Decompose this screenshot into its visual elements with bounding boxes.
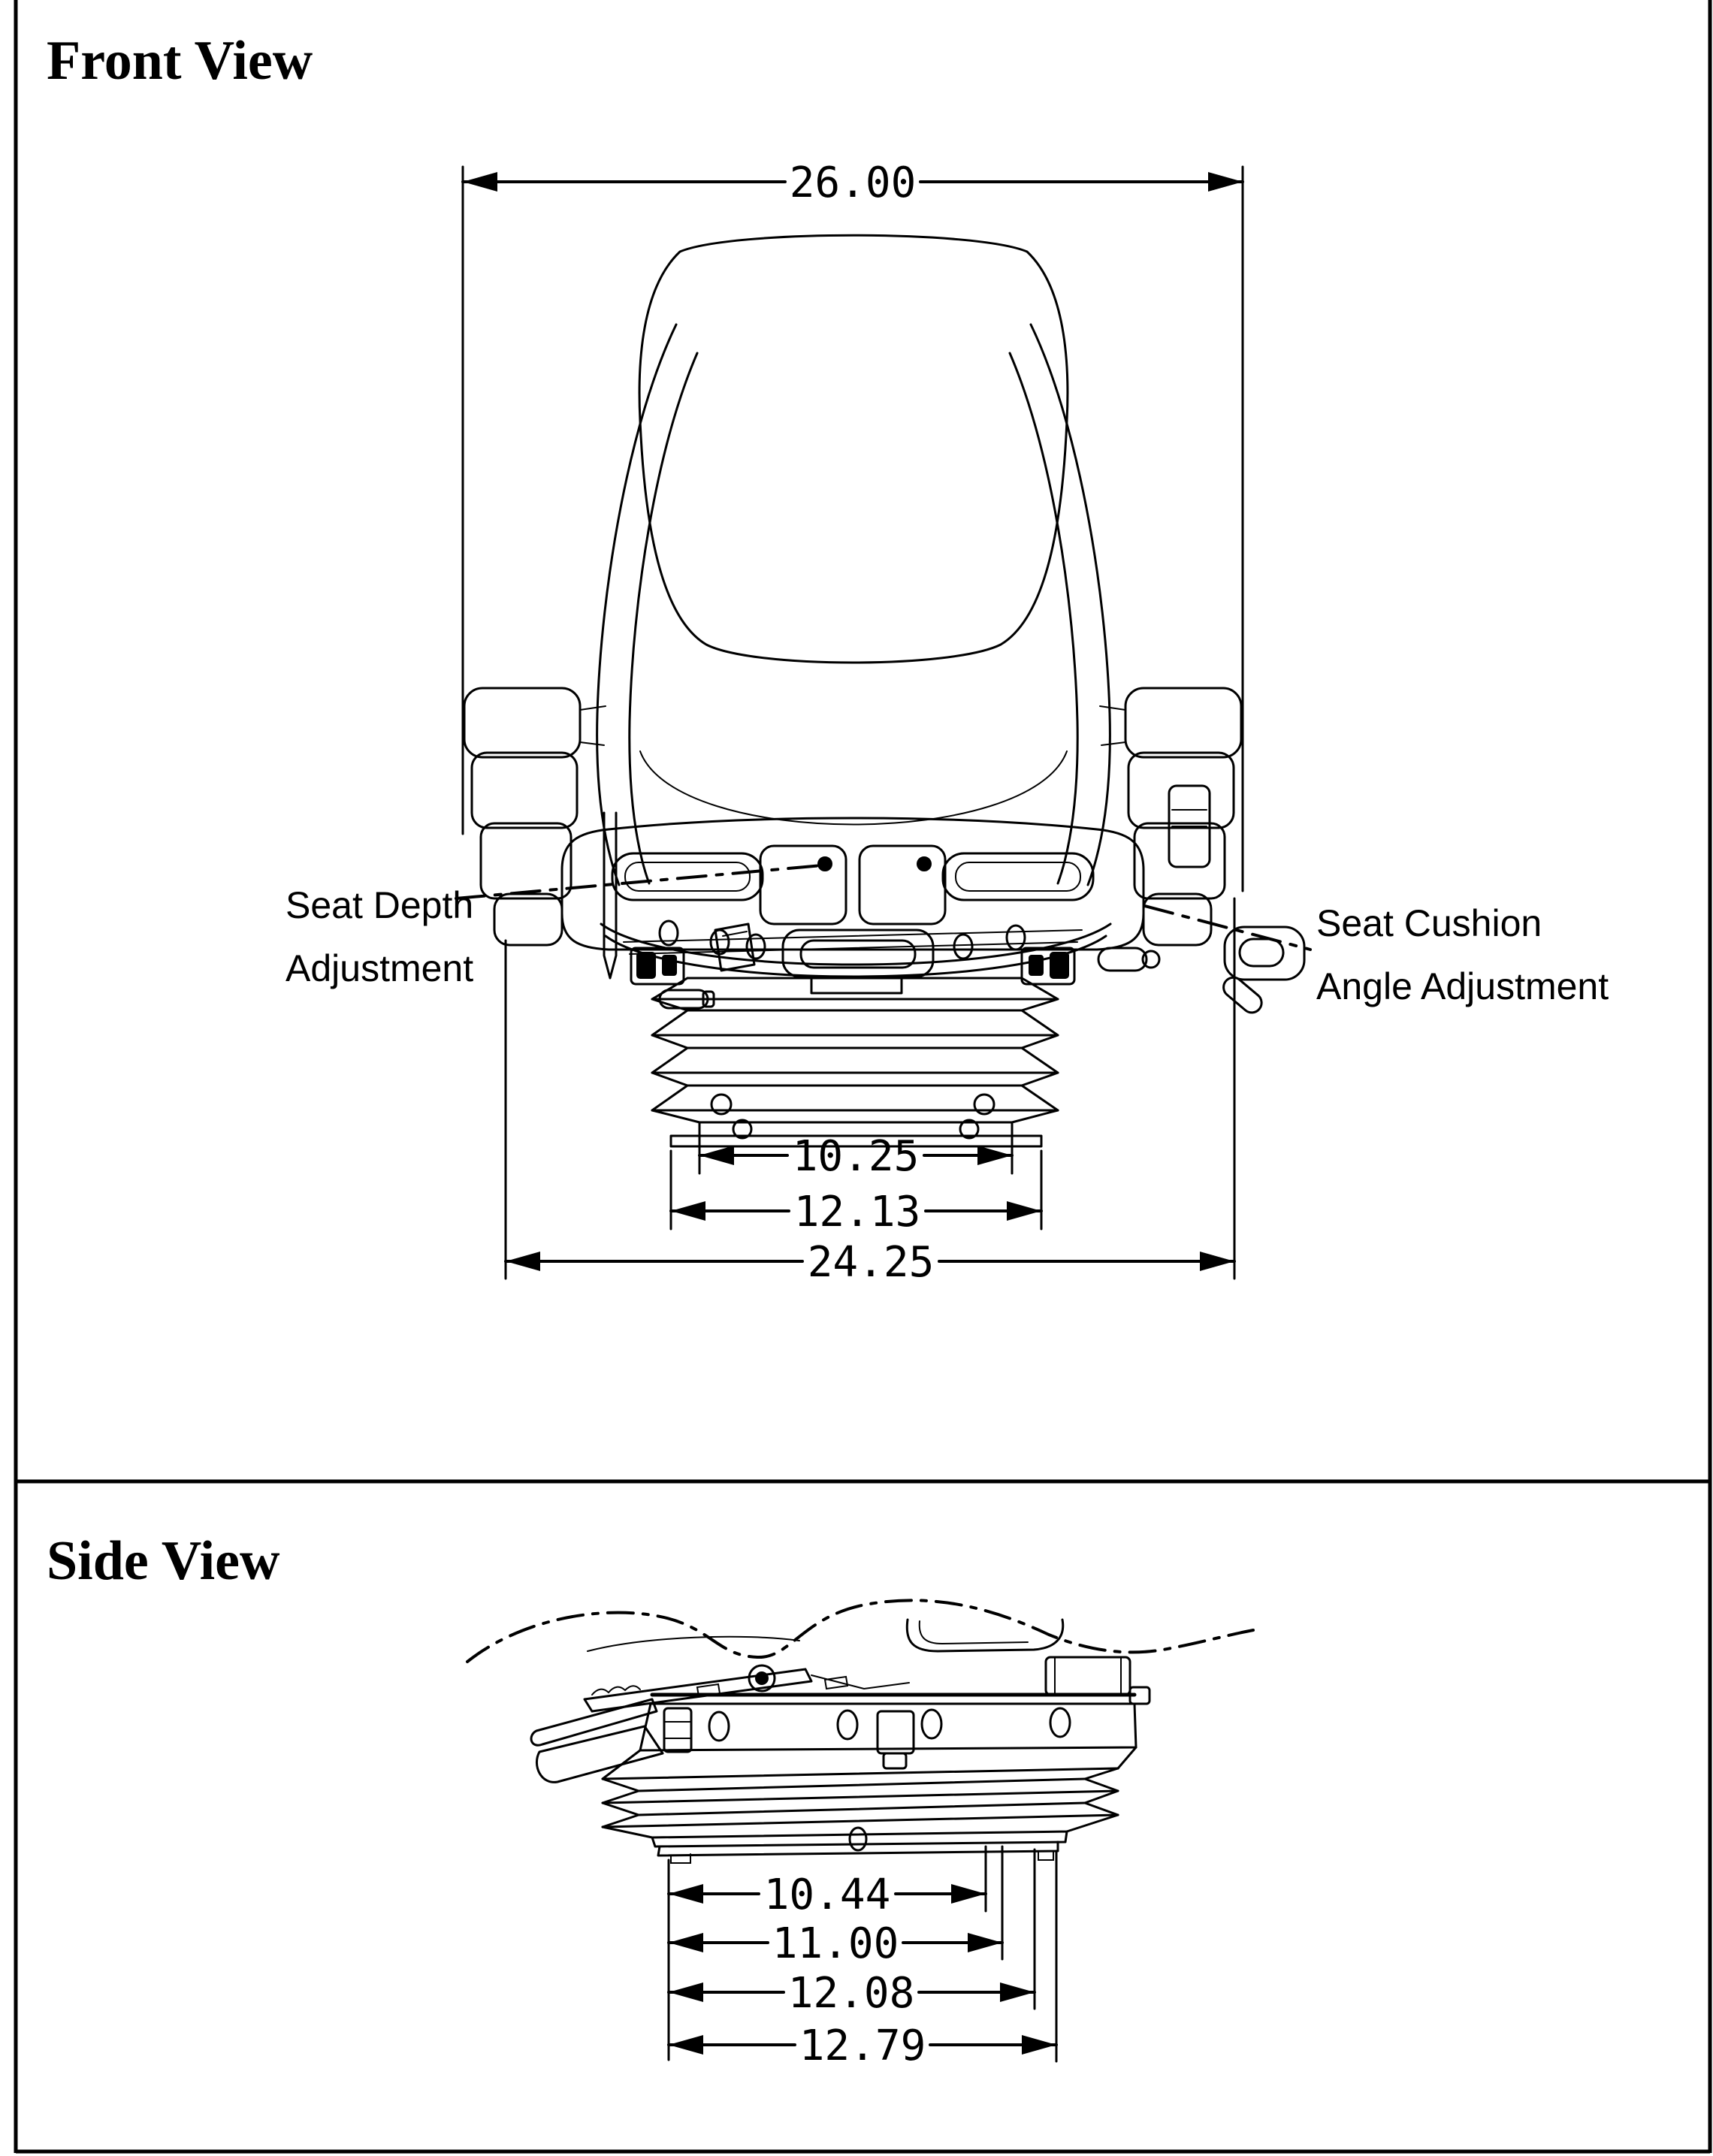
- dimension-overall-width: [463, 159, 1243, 891]
- side-view-section: [47, 1530, 1253, 2070]
- front-view-title: Front View: [47, 30, 313, 92]
- annotation-cushion-angle: [1145, 902, 1609, 1007]
- cushion-angle-adjust-point: [917, 857, 931, 871]
- dim-11-00: 11.00: [772, 1919, 899, 1968]
- dim-10-44: 10.44: [763, 1871, 891, 1919]
- base-plate-side: [652, 1828, 1067, 1863]
- dim-24-25: 24.25: [807, 1238, 935, 1287]
- seat-depth-pad-left: [760, 846, 846, 924]
- right-armrest: [1100, 688, 1304, 1016]
- left-armrest: [464, 688, 616, 978]
- side-view-title: Side View: [47, 1530, 280, 1592]
- dim-10-25: 10.25: [792, 1132, 920, 1181]
- suspension-bellows-side: [603, 1747, 1136, 1837]
- seat-depth-pad-right: [860, 846, 945, 924]
- dim-12-08: 12.08: [787, 1969, 915, 2018]
- seat-depth-label-line1: Seat Depth: [286, 884, 474, 926]
- seat-headrest: [639, 235, 1068, 663]
- dim-12-79: 12.79: [799, 2022, 926, 2070]
- suspension-frame: [601, 921, 1159, 1008]
- adjustment-knob: [1098, 948, 1147, 971]
- dim-12-13: 12.13: [793, 1188, 921, 1237]
- dim-26-00: 26.00: [789, 159, 917, 207]
- cushion-angle-label-line1: Seat Cushion: [1316, 902, 1542, 944]
- cushion-angle-label-line2: Angle Adjustment: [1316, 965, 1609, 1007]
- seat-depth-label-line2: Adjustment: [286, 947, 474, 989]
- seat-depth-adjust-point: [818, 857, 832, 871]
- suspension-bellows-front: [652, 978, 1058, 1114]
- suspension-band-side: [640, 1704, 1136, 1768]
- front-view-section: [47, 30, 1609, 1287]
- cushion-handle-right: [943, 853, 1093, 900]
- phantom-seat-outline: [467, 1600, 1253, 1662]
